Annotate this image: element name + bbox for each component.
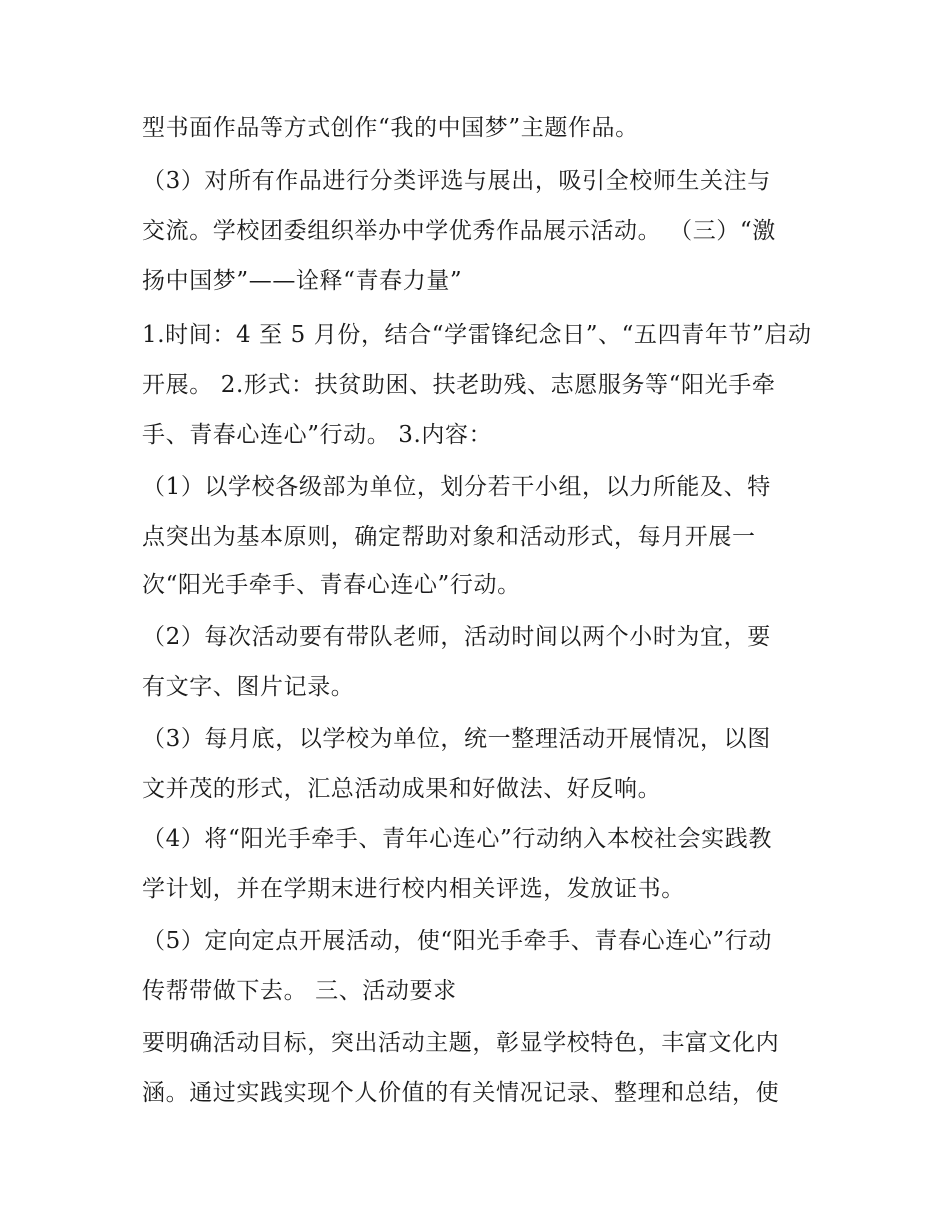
text-line: 要明确活动目标，突出活动主题，彰显学校特色，丰富文化内 bbox=[142, 1030, 780, 1056]
text-line: 涵。通过实践实现个人价值的有关情况记录、整理和总结，使 bbox=[142, 1080, 780, 1106]
text-line: 学计划，并在学期末进行校内相关评选，发放证书。 bbox=[142, 876, 685, 902]
list-item-line: （2）每次活动要有带队老师，活动时间以两个小时为宜，要 bbox=[142, 624, 771, 650]
text-line: 1.时间：4 至 5 月份，结合“学雷锋纪念日”、“五四青年节”启动 bbox=[142, 322, 812, 348]
text-line: 点突出为基本原则，确定帮助对象和活动形式，每月开展一 bbox=[142, 524, 756, 550]
list-item-line: （4）将“阳光手牵手、青年心连心”行动纳入本校社会实践教 bbox=[142, 826, 772, 852]
text-line: 有文字、图片记录。 bbox=[142, 674, 355, 700]
text-line: 开展。 2.形式：扶贫助困、扶老助残、志愿服务等“阳光手牵 bbox=[142, 372, 776, 398]
text-line: 交流。学校团委组织举办中学优秀作品展示活动。 （三）“激 bbox=[142, 218, 776, 244]
list-item-line: （1）以学校各级部为单位，划分若干小组，以力所能及、特 bbox=[142, 474, 771, 500]
text-line: 文并茂的形式，汇总活动成果和好做法、好反响。 bbox=[142, 776, 662, 802]
list-item-line: （5）定向定点开展活动，使“阳光手牵手、青春心连心”行动 bbox=[142, 928, 772, 954]
text-line: 型书面作品等方式创作“我的中国梦”主题作品。 bbox=[142, 115, 639, 141]
text-line: （3）对所有作品进行分类评选与展出，吸引全校师生关注与 bbox=[142, 168, 771, 194]
section-heading-line: 传帮带做下去。 三、活动要求 bbox=[142, 978, 457, 1004]
section-heading-line: 扬中国梦”——诠释“青春力量” bbox=[142, 268, 463, 294]
text-line: 次“阳光手牵手、青春心连心”行动。 bbox=[142, 572, 521, 598]
list-item-line: （3）每月底，以学校为单位，统一整理活动开展情况，以图 bbox=[142, 726, 771, 752]
text-line: 手、青春心连心”行动。 3.内容： bbox=[142, 422, 493, 448]
